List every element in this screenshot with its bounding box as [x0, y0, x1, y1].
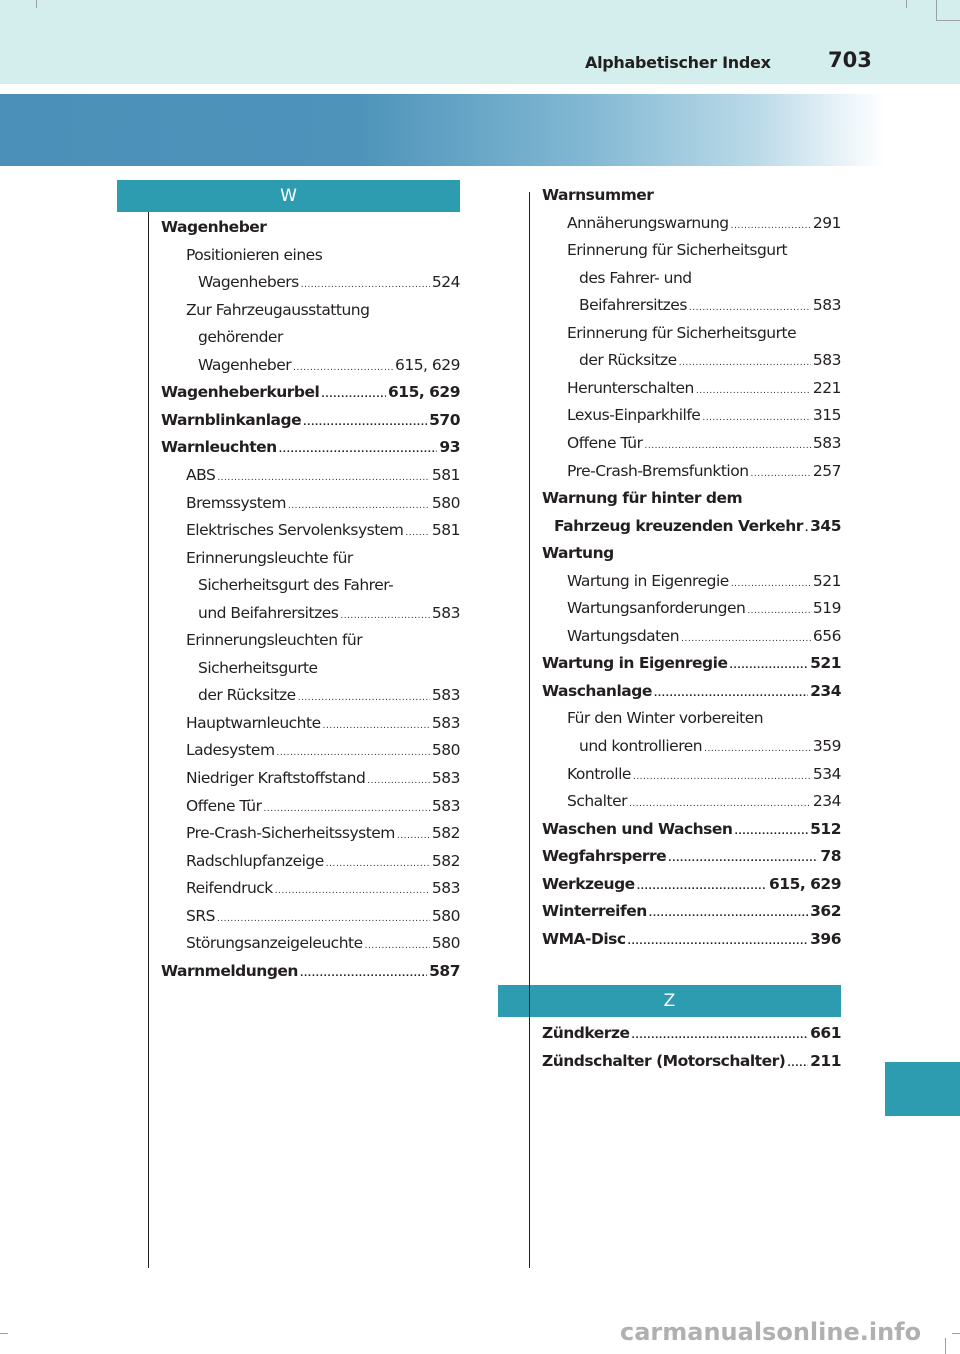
watermark: carmanualsonline.info: [620, 1318, 922, 1346]
index-entry-label: Reifendruck: [186, 879, 273, 898]
index-entry-label: Bremssystem: [186, 493, 286, 512]
index-entry: [161, 383, 460, 409]
leader-dots: [747, 606, 811, 616]
index-entry-page: 580: [431, 934, 460, 953]
index-entry: [567, 765, 841, 791]
leader-dots: [805, 524, 808, 534]
index-entry-page: 580: [431, 493, 460, 512]
index-entry-page: 234: [812, 792, 841, 811]
index-entry: [567, 324, 841, 350]
index-entry-label: Offene Tür: [567, 433, 643, 452]
index-entry-page: 583: [812, 433, 841, 452]
index-entry-label: Warnblinkanlage: [161, 410, 302, 429]
index-entry-label: Niedriger Kraftstoffstand: [186, 769, 366, 787]
crop-mark: [906, 0, 907, 8]
index-entry-label: Erinnerungsleuchten für: [186, 631, 363, 650]
leader-dots: [731, 579, 811, 589]
leader-dots: [298, 693, 430, 703]
index-entry: [198, 659, 460, 685]
index-entry-label: und kontrollieren: [579, 737, 703, 755]
index-entry-label: Offene Tür: [186, 796, 262, 815]
index-entry: [542, 1024, 841, 1050]
index-entry-label: Erinnerungsleuchte für: [186, 548, 353, 567]
leader-dots: [632, 1031, 809, 1041]
index-entry-label: Wartung: [542, 544, 614, 563]
leader-dots: [340, 611, 430, 621]
index-entry-page: 362: [810, 902, 841, 921]
index-entry: [186, 521, 460, 547]
index-entry-page: 234: [810, 681, 841, 700]
crop-mark: [945, 1338, 946, 1354]
index-entry: [186, 549, 460, 575]
index-entry: [567, 572, 841, 598]
index-entry-page: 587: [429, 961, 460, 980]
leader-dots: [367, 776, 430, 786]
index-entry: [186, 852, 460, 878]
leader-dots: [644, 441, 810, 451]
index-entry-label: Warnung für hinter dem: [542, 489, 743, 508]
index-entry: [567, 379, 841, 405]
leader-dots: [681, 634, 811, 644]
index-entry-label: SRS: [186, 906, 215, 925]
index-entry-label: der Rücksitze: [579, 351, 677, 370]
index-entry-page: 615, 629: [388, 383, 460, 402]
index-entry-label: Warnleuchten: [161, 438, 277, 457]
leader-dots: [397, 831, 430, 841]
index-entry-page: 396: [810, 929, 841, 948]
leader-dots: [263, 804, 429, 814]
index-entry-label: des Fahrer- und: [579, 268, 692, 287]
decorative-banner: [0, 94, 885, 166]
index-entry: [542, 930, 841, 956]
index-entry: [542, 654, 841, 680]
index-entry-page: 582: [431, 851, 460, 870]
index-entry-label: Wagenheberkurbel: [161, 383, 320, 402]
leader-dots: [633, 772, 811, 782]
index-entry-page: 656: [812, 626, 841, 645]
index-entry-label: WMA-Disc: [542, 929, 626, 948]
index-entry: [186, 797, 460, 823]
index-entry-label: gehörender: [198, 328, 283, 347]
index-entry: [186, 246, 460, 272]
crop-mark: [936, 20, 960, 21]
index-entry-page: 581: [431, 465, 460, 484]
index-entry-label: Pre-Crash-Bremsfunktion: [567, 461, 749, 480]
leader-dots: [751, 469, 811, 479]
crop-mark: [952, 1333, 960, 1334]
index-entry: [198, 328, 460, 354]
index-entry: [186, 907, 460, 933]
index-entry-label: Fahrzeug kreuzenden Verkehr: [554, 516, 803, 535]
index-entry-label: Beifahrersitzes: [579, 296, 687, 315]
index-entry-label: Sicherheitsgurte: [198, 658, 318, 677]
index-entry: [579, 737, 841, 763]
leader-dots: [293, 363, 393, 373]
index-entry-page: 93: [439, 438, 460, 457]
index-entry-label: Werkzeuge: [542, 874, 635, 893]
leader-dots: [217, 914, 430, 924]
index-entry: [542, 489, 841, 515]
index-entry: [542, 186, 841, 212]
leader-dots: [365, 941, 430, 951]
index-entry: [567, 792, 841, 818]
index-entry-label: Herunterschalten: [567, 378, 694, 397]
index-entry-page: 512: [810, 819, 841, 838]
index-entry-label: Annäherungswarnung: [567, 213, 729, 232]
leader-dots: [288, 501, 430, 511]
index-entry: [542, 847, 841, 873]
index-entry-label: Wagenheber: [198, 355, 292, 374]
index-entry: [186, 769, 460, 795]
index-entry-label: der Rücksitze: [198, 686, 296, 705]
index-entry: [161, 438, 460, 464]
index-entry-label: Zündschalter (Motorschalter): [542, 1051, 786, 1070]
index-entry: [186, 301, 460, 327]
index-entry: [542, 820, 841, 846]
page-title: Alphabetischer Index: [585, 53, 771, 72]
chapter-tab: [885, 1062, 960, 1116]
index-entry-page: 583: [812, 351, 841, 370]
index-entry: [567, 214, 841, 240]
leader-dots: [704, 744, 811, 754]
index-entry-label: Wagenhebers: [198, 273, 299, 292]
index-entry: [567, 627, 841, 653]
index-entry-label: Sicherheitsgurt des Fahrer-: [198, 576, 394, 595]
column-divider-right: [529, 192, 530, 1268]
leader-dots: [301, 280, 430, 290]
index-entry: [567, 599, 841, 625]
index-entry-page: 78: [820, 847, 841, 866]
index-entry-page: 615, 629: [769, 874, 841, 893]
index-entry: [542, 875, 841, 901]
index-entry-label: Lexus-Einparkhilfe: [567, 406, 701, 425]
index-entry-page: 580: [431, 741, 460, 760]
index-entry-label: Elektrisches Servolenksystem: [186, 521, 404, 540]
index-entry-page: 583: [431, 686, 460, 705]
leader-dots: [689, 303, 811, 313]
leader-dots: [303, 418, 427, 428]
index-entry-label: Wartung in Eigenregie: [567, 571, 729, 590]
index-entry: [567, 406, 841, 432]
index-entry: [567, 709, 841, 735]
leader-dots: [275, 886, 430, 896]
index-entry-page: 580: [431, 906, 460, 925]
index-entry: [186, 494, 460, 520]
index-entry-label: Warnmeldungen: [161, 961, 298, 980]
leader-dots: [279, 445, 438, 455]
index-entry-page: 583: [431, 603, 460, 622]
index-entry: [567, 462, 841, 488]
index-entry-label: Waschen und Wachsen: [542, 819, 733, 838]
leader-dots: [405, 528, 429, 538]
index-entry: [161, 218, 460, 244]
index-entry: [161, 411, 460, 437]
index-entry-label: Zur Fahrzeugausstattung: [186, 300, 370, 319]
index-entry-label: Störungsanzeigeleuchte: [186, 934, 363, 953]
index-entry-label: Kontrolle: [567, 764, 631, 783]
index-entry: [186, 824, 460, 850]
index-entry: [579, 269, 841, 295]
index-entry-page: 534: [812, 764, 841, 783]
page-number: 703: [828, 48, 872, 72]
leader-dots: [323, 721, 430, 731]
index-entry-label: Warnsummer: [542, 186, 654, 204]
index-entry: [554, 517, 841, 543]
index-entry-label: Wegfahrsperre: [542, 847, 667, 866]
index-entry: [186, 631, 460, 657]
leader-dots: [654, 689, 808, 699]
crop-mark: [936, 0, 937, 20]
index-entry: [186, 934, 460, 960]
index-entry-label: Hauptwarnleuchte: [186, 713, 321, 732]
index-entry-label: Radschlupfanzeige: [186, 851, 324, 870]
index-entry-page: 315: [812, 406, 841, 425]
index-entry: [186, 714, 460, 740]
leader-dots: [668, 854, 818, 864]
index-entry-label: Waschanlage: [542, 681, 652, 700]
index-entry-page: 583: [431, 879, 460, 898]
index-entry-label: Schalter: [567, 792, 627, 811]
section-header-w: W: [117, 180, 460, 212]
index-entry-page: 583: [431, 796, 460, 815]
index-entry-page: 359: [812, 737, 841, 755]
index-entry-page: 521: [810, 654, 841, 673]
index-entry-page: 221: [812, 378, 841, 397]
leader-dots: [326, 859, 430, 869]
index-entry-label: Zündkerze: [542, 1024, 630, 1042]
index-entry-page: 583: [812, 296, 841, 315]
leader-dots: [702, 413, 811, 423]
index-entry: [542, 682, 841, 708]
leader-dots: [696, 386, 811, 396]
index-entry-page: 521: [812, 571, 841, 590]
index-entry: [198, 273, 460, 299]
index-entry: [198, 604, 460, 630]
crop-mark: [0, 1333, 8, 1334]
index-entry: [186, 879, 460, 905]
column-divider-left: [148, 212, 149, 1268]
index-entry: [579, 351, 841, 377]
index-entry-label: Wartungsanforderungen: [567, 599, 746, 618]
index-entry: [161, 962, 460, 988]
index-entry: [186, 466, 460, 492]
index-entry: [198, 356, 460, 382]
index-entry-label: Erinnerung für Sicherheitsgurt: [567, 241, 788, 260]
index-entry-page: 661: [810, 1024, 841, 1042]
index-entry-label: Für den Winter vorbereiten: [567, 709, 764, 728]
leader-dots: [729, 661, 808, 671]
index-entry-page: 211: [810, 1051, 841, 1070]
index-entry-page: 345: [810, 516, 841, 535]
index-entry: [198, 686, 460, 712]
index-entry-page: 583: [431, 713, 460, 732]
leader-dots: [787, 1059, 808, 1069]
leader-dots: [637, 882, 767, 892]
index-entry-label: Winterreifen: [542, 902, 647, 921]
index-entry: [198, 576, 460, 602]
crop-mark: [36, 0, 37, 8]
leader-dots: [629, 799, 811, 809]
index-entry-label: und Beifahrersitzes: [198, 603, 339, 622]
leader-dots: [649, 909, 808, 919]
index-entry-label: Positionieren eines: [186, 245, 323, 264]
index-entry-label: Wartung in Eigenregie: [542, 654, 728, 673]
index-entry: [542, 1052, 841, 1078]
index-entry-page: 524: [431, 273, 460, 292]
index-entry-label: ABS: [186, 465, 216, 484]
index-entry: [567, 434, 841, 460]
leader-dots: [734, 827, 808, 837]
leader-dots: [321, 390, 386, 400]
index-entry: [542, 544, 841, 570]
index-entry-label: Erinnerung für Sicherheitsgurte: [567, 323, 797, 342]
index-entry: [579, 296, 841, 322]
index-entry-page: 570: [429, 410, 460, 429]
index-entry-label: Wartungsdaten: [567, 626, 680, 645]
index-entry-label: Wagenheber: [161, 218, 267, 236]
index-entry-page: 519: [812, 599, 841, 618]
index-entry-page: 581: [431, 521, 460, 540]
index-entry: [186, 741, 460, 767]
leader-dots: [300, 969, 427, 979]
index-entry-page: 257: [812, 461, 841, 480]
index-entry: [567, 241, 841, 267]
header-band: [0, 0, 960, 84]
leader-dots: [628, 937, 809, 947]
index-entry-page: 291: [812, 213, 841, 232]
leader-dots: [679, 358, 811, 368]
index-entry-page: 582: [431, 824, 460, 843]
index-entry-label: Ladesystem: [186, 741, 275, 760]
index-entry-page: 583: [431, 769, 460, 787]
index-entry-page: 615, 629: [394, 355, 460, 374]
index-entry-label: Pre-Crash-Sicherheitssystem: [186, 824, 395, 843]
leader-dots: [217, 473, 430, 483]
section-header-z: Z: [498, 985, 841, 1017]
leader-dots: [731, 221, 811, 231]
index-entry: [542, 902, 841, 928]
leader-dots: [277, 748, 430, 758]
